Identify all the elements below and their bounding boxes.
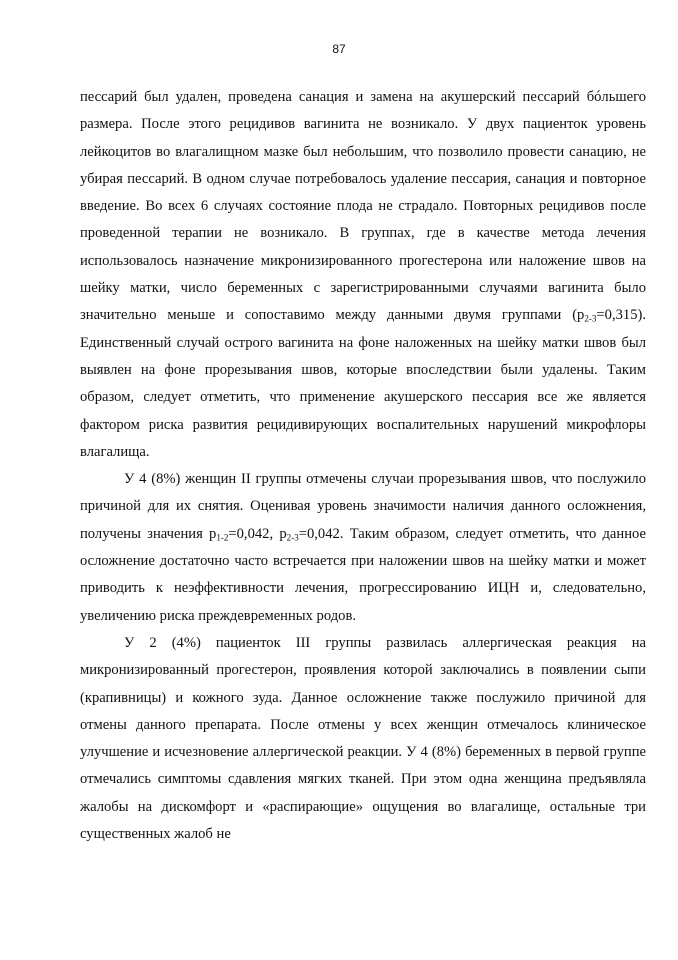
- subscript-index: 1-2: [216, 532, 229, 542]
- page-number: 87: [332, 42, 346, 56]
- document-body: [80, 84, 646, 848]
- paragraph-text: У 4 (8%) женщин II группы отмечены случаи прорезывания швов, что послужило причиной для их снятия. Оценивая уровень значимости наличия данного осложнения, получены значения р: [80, 471, 646, 542]
- paragraph-text: У 2 (4%) пациенток III группы развилась аллергическая реакция на микронизированный прогестерон, проявления которой заключались в появлении сыпи (крапивницы) и кожного зуда. Данное осложнение также послужило причиной для отмены данного препарата. После отмены у всех женщин отмечалось клиническое улучшение и исчезновение аллергической реакции. У 4 (8%) беременных в первой группе отмечались симптомы сдавления мягких тканей. При этом одна женщина предъявляла жалобы на дискомфорт и «распирающие» ощущения во влагалище, остальные три существенных жалоб не: [80, 634, 646, 843]
- paragraph-text: =0,042. Таким образом, следует отметить, что данное осложнение достаточно часто встречается при наложении швов на шейку матки и может приводить к неэффективности лечения, прогрессированию ИЦН и, следовательно, увеличению риска преждевременных родов.: [80, 525, 646, 624]
- paragraph-text: =0,042, р: [228, 525, 287, 542]
- paragraph-2: [80, 466, 646, 630]
- paragraph-1: [80, 84, 646, 466]
- subscript-index: 2-3: [584, 313, 597, 324]
- paragraph-text: пессарий был удален, проведена санация и замена на акушерский пессарий бóльшего размера. После этого рецидивов вагинита не возникало. У двух пациенток уровень лейкоцитов во влагалищном мазке был небольшим, что позволило провести санацию, не убирая пессарий. В одном случае потребовалось удаление пессария, санация и повторное введение. Во всех 6 случаях состояние плода не страдало. Повторных рецидивов после проведенной терапии не возникало. В группах, где в качестве метода лечения использовалось назначение микронизированного прогестерона или наложение швов на шейку матки, число беременных с зарегистрированными случаями вагинита было значительно меньше и сопоставимо между данными двумя группами (р: [80, 89, 646, 324]
- paragraph-3: [80, 630, 646, 848]
- paragraph-text: =0,315). Единственный случай острого вагинита на фоне наложенных на шейку матки швов был выявлен на фоне прорезывания швов, которые впоследствии были удалены. Таким образом, следует отметить, что применение акушерского пессария все же является фактором риска развития рецидивирующих воспалительных нарушений микрофлоры влагалища.: [80, 307, 646, 460]
- subscript-index: 2-3: [286, 532, 299, 542]
